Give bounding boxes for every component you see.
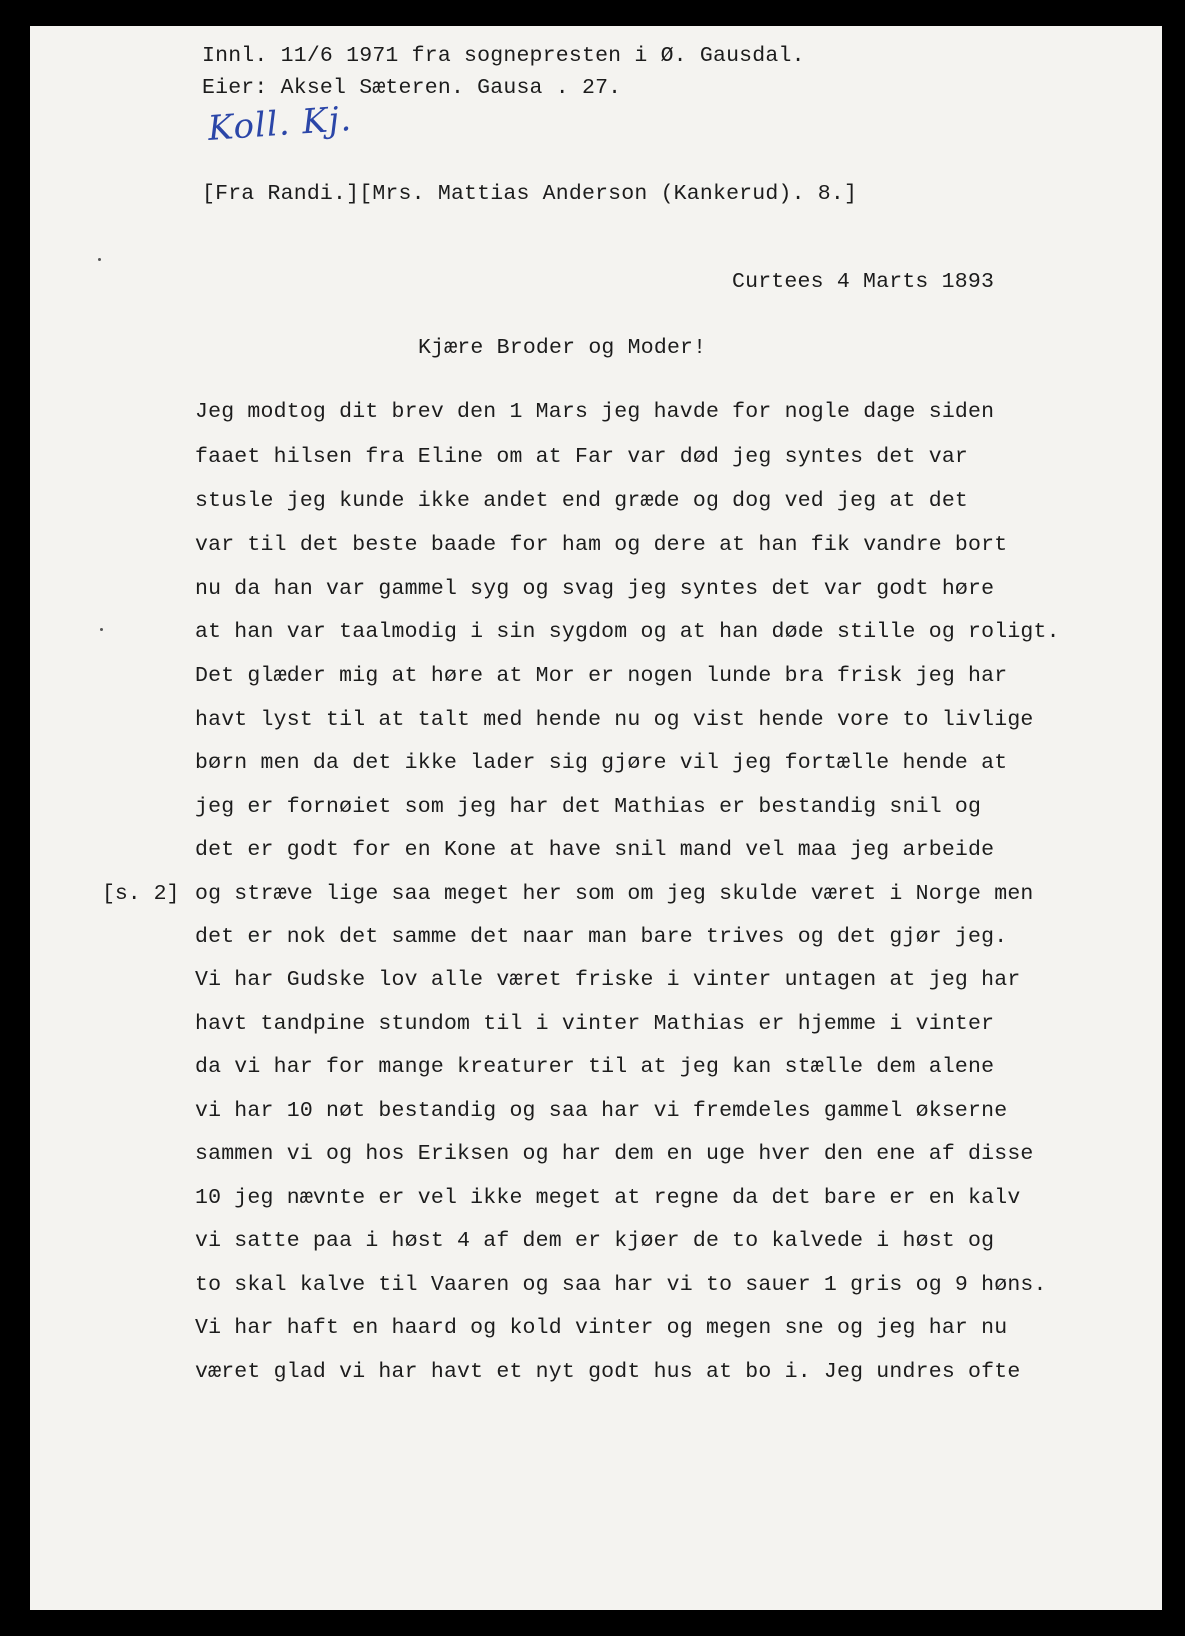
body-line: 10 jeg nævnte er vel ikke meget at regne da det bare er en kalv (195, 1186, 1021, 1210)
body-line: nu da han var gammel syg og svag jeg syntes det var godt høre (195, 577, 995, 601)
body-line: Jeg modtog dit brev den 1 Mars jeg havde for nogle dage siden (195, 400, 995, 424)
body-line: da vi har for mange kreaturer til at jeg kan stælle dem alene (195, 1055, 995, 1079)
body-line: det er godt for en Kone at have snil mand vel maa jeg arbeide (195, 838, 995, 862)
body-line: det er nok det samme det naar man bare trives og det gjør jeg. (195, 925, 1008, 949)
body-line: to skal kalve til Vaaren og saa har vi to sauer 1 gris og 9 høns. (195, 1273, 1047, 1297)
body-line: Vi har haft en haard og kold vinter og megen sne og jeg har nu (195, 1316, 1008, 1340)
body-line: Det glæder mig at høre at Mor er nogen lunde bra frisk jeg har (195, 664, 1008, 688)
paper-speck (100, 628, 103, 631)
body-line: havt tandpine stundom til i vinter Mathias er hjemme i vinter (195, 1012, 995, 1036)
body-line: og stræve lige saa meget her som om jeg skulde været i Norge men (195, 882, 1034, 906)
body-line: var til det beste baade for ham og dere at han fik vandre bort (195, 533, 1008, 557)
body-line: sammen vi og hos Eriksen og har dem en uge hver den ene af disse (195, 1142, 1034, 1166)
handwritten-note: Koll. Kj. (206, 98, 354, 149)
body-line: havt lyst til at talt med hende nu og vist hende vore to livlige (195, 708, 1034, 732)
page-marker: [s. 2] (102, 882, 180, 906)
body-line: faaet hilsen fra Eline om at Far var død jeg syntes det var (195, 445, 969, 469)
dateline: Curtees 4 Marts 1893 (732, 270, 995, 294)
header-line-1: Innl. 11/6 1971 fra sognepresten i Ø. Gausdal. (202, 44, 805, 68)
header-line-2: Eier: Aksel Sæteren. Gausa . 27. (202, 76, 622, 100)
body-line: børn men da det ikke lader sig gjøre vil jeg fortælle hende at (195, 751, 1008, 775)
salutation: Kjære Broder og Moder! (418, 336, 707, 360)
paper-speck (98, 258, 101, 261)
source-note: [Fra Randi.][Mrs. Mattias Anderson (Kankerud). 8.] (202, 182, 858, 206)
body-line: Vi har Gudske lov alle været friske i vinter untagen at jeg har (195, 968, 1021, 992)
body-line: vi satte paa i høst 4 af dem er kjøer de to kalvede i høst og (195, 1229, 995, 1253)
body-line: stusle jeg kunde ikke andet end græde og dog ved jeg at det (195, 489, 969, 513)
body-line: været glad vi har havt et nyt godt hus at bo i. Jeg undres ofte (195, 1360, 1021, 1384)
body-line: at han var taalmodig i sin sygdom og at han døde stille og roligt. (195, 620, 1060, 644)
body-line: jeg er fornøiet som jeg har det Mathias er bestandig snil og (195, 795, 982, 819)
document-page (30, 26, 1162, 1610)
body-line: vi har 10 nøt bestandig og saa har vi fremdeles gammel økserne (195, 1099, 1008, 1123)
